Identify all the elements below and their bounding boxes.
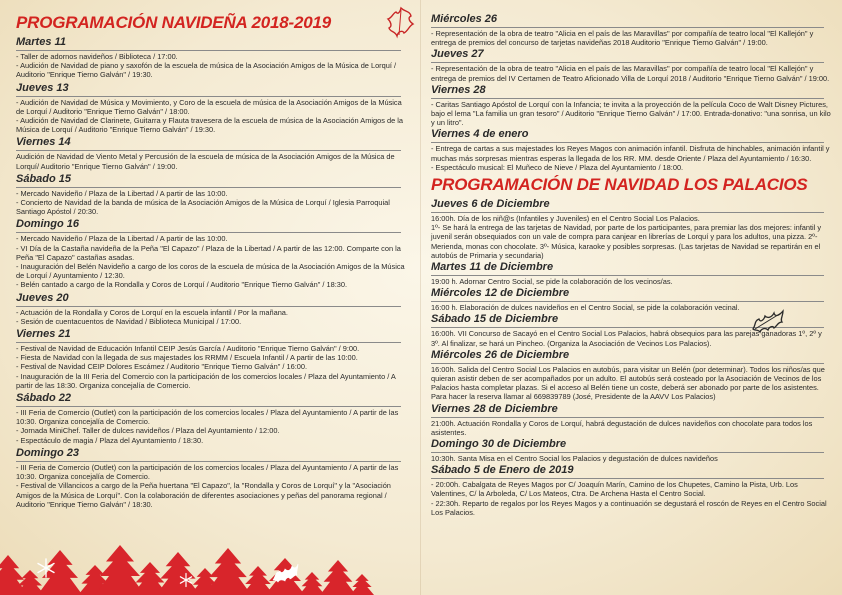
event-item: - Inauguración de la III Feria del Comercio con la participación de los comercios locales / Plaza del Ayuntamiento / A partir de las 18:30. Organiza concejalía de Comercio. <box>16 371 396 390</box>
event-item: - III Feria de Comercio (Outlet) con la participación de los comercios locales / Plaza del Ayuntamiento / A partir de las 10:30. Organiza concejalía de Comercio. <box>16 408 399 427</box>
day-block <box>431 84 832 128</box>
snowflake-icon <box>35 557 57 579</box>
day-heading: Sábado 15 de Diciembre <box>431 313 559 326</box>
day-heading: Sábado 15 <box>16 172 72 185</box>
day-heading: Martes 11 de Diciembre <box>431 261 554 274</box>
event-item: - Audición de Navidad de Clarinete, Guitarra y Flauta travesera de la escuela de música de la Asociación Amigos de la Música de Lorquí / Auditorio "Enrique Tierno Galván" / 19:30. <box>16 116 403 135</box>
heading-rule <box>16 96 401 97</box>
heading-rule <box>16 50 401 51</box>
event-item: - Jornada MiniChef. Taller de dulces navideños / Plaza del Ayuntamiento / 12:00. <box>16 426 280 436</box>
day-block <box>16 392 409 445</box>
heading-rule <box>431 98 824 99</box>
event-item: - Audición de Navidad de piano y saxofón de la escuela de música de la Asociación Amigos de la Música de Lorquí / Auditorio "Enrique Tierno Galván" / 19:30. <box>16 61 397 80</box>
right-column <box>421 0 842 595</box>
day-heading: Domingo 30 de Diciembre <box>431 438 567 451</box>
event-item: - Festival de Navidad de Educación Infantil CEIP Jesús García / Auditorio "Enrique Tierno Galván" / 9:00. <box>16 344 360 354</box>
day-block <box>16 36 409 80</box>
left-day-list <box>16 36 409 509</box>
event-item: - Espectáculo musical: El Muñeco de Nieve / Plaza del Ayuntamiento / 18:00. <box>431 162 684 172</box>
day-block <box>16 173 409 217</box>
day-heading: Miércoles 26 de Diciembre <box>431 348 570 361</box>
heading-rule <box>431 301 824 302</box>
event-item: - Festival de Navidad CEIP Dolores Escámez / Auditorio "Enrique Tierno Galván" / 16:00. <box>16 362 308 372</box>
day-block <box>16 447 409 509</box>
event-item: - III Feria de Comercio (Outlet) con la participación de los comercios locales / Plaza del Ayuntamiento / A partir de las 10:30. Organiza concejalía de Comercio. <box>16 462 399 482</box>
event-item: - Belén cantado a cargo de la Rondalla y Coros de Lorquí / Auditorio "Enrique Tierno Galván" / 18:30. <box>16 280 348 290</box>
heading-rule <box>431 452 824 453</box>
heading-rule <box>16 232 401 233</box>
event-item: - 22:30h. Reparto de regalos por los Reyes Magos y a continuación se degustará el roscón de Reyes en el Centro Social Los Palacios. <box>431 498 827 517</box>
event-item: - Entrega de cartas a sus majestades los Reyes Magos con animación infantil. Disfruta de hinchables, animación infantil y muchas más sorpresas mientras esperas la llegada de los RR. MM. desde Oriente / Plaza del Ayuntamiento / 16:30. <box>431 144 830 163</box>
main-title: PROGRAMACIÓN NAVIDEÑA 2018-2019 <box>16 13 331 32</box>
event-item: 16:00h. VII Concurso de Sacayó en el Centro Social Los Palacios, habrá obsequios para las parejas ganadoras 1º, 2º y 3º. Al finalizar, se hará un Pincheo. (Organiza la Asociación de Vecinos Los Palacios). <box>431 329 822 348</box>
day-block <box>431 13 832 47</box>
event-item: - Inauguración del Belén Navideño a cargo de los coros de la escuela de música de la Asociación Amigos de la Música de Lorquí / Ayuntamiento / 12:30. <box>16 262 405 281</box>
day-heading: Miércoles 12 de Diciembre <box>431 287 570 300</box>
event-item: - Mercado Navideño / Plaza de la Libertad / A partir de las 10:00. <box>16 188 228 198</box>
heading-rule <box>431 142 824 143</box>
event-item: - Mercado Navideño / Plaza de la Libertad / A partir de las 10:00. <box>16 234 228 244</box>
day-heading: Sábado 5 de Enero de 2019 <box>431 464 574 477</box>
day-block <box>16 136 409 170</box>
event-item: - Festival de Villancicos a cargo de la Peña huertana "El Capazo", la "Rondalla y Coros de Lorquí" y la "Asociación Amigos de la Música de Lorquí". Con la colaboración de diferentes asociaciones y peñas del panorama regional / Auditorio "Enrique Tierno Galván" / 18:30. <box>16 481 391 509</box>
snowflake-icon <box>178 572 194 588</box>
los-palacios-title: PROGRAMACIÓN DE NAVIDAD LOS PALACIOS <box>431 175 808 195</box>
day-block <box>431 198 832 260</box>
event-item: - Representación de la obra de teatro "Alicia en el país de las Maravillas" por compañía de teatro local "El Kallejón" y entrega de premios del concurso de tarjetas navideñas 2018 Auditorio "Enrique Tierno Galván" / 19:00. <box>431 29 814 48</box>
day-heading: Viernes 21 <box>16 328 71 341</box>
event-item: - Audición de Navidad de Música y Movimiento, y Coro de la escuela de música de la Asociación Amigos de la Música de Lorquí / Auditorio "Enrique Tierno Galván" / 18:00. <box>16 97 402 116</box>
day-block <box>431 464 832 517</box>
heading-rule <box>16 342 401 343</box>
event-item: - Fiesta de Navidad con la llegada de sus majestades los RRMM / Escuela Infantil / A partir de las 10:00. <box>16 353 358 363</box>
day-heading: Miércoles 26 <box>431 13 498 25</box>
event-item: 16:00h. Día de los niñ@s (Infantiles y Juveniles) en el Centro Social Los Palacios. <box>431 214 700 224</box>
event-item: - Sesión de cuentacuentos de Navidad / Biblioteca Municipal / 17:00. <box>16 316 242 326</box>
day-heading: Viernes 28 de Diciembre <box>431 402 558 415</box>
event-item: - Representación de la obra de teatro "Alicia en el país de las Maravillas" por compañía de teatro local "El Kallejón" y entrega de premios del IV Certamen de Teatro Aficionado Villa de Lorquí 2018 / Auditorio "Enrique Tierno Galván" / 19:00. <box>431 64 830 83</box>
day-heading: Jueves 20 <box>16 291 69 304</box>
event-item: 21:00h. Actuación Rondalla y Coros de Lorquí, habrá degustación de dulces navideños con chocolate para todos los asistentes. <box>431 418 813 437</box>
event-item: Audición de Navidad de Viento Metal y Percusión de la escuela de música de la Asociación Amigos de la Música de Lorquí/ Auditorio "Enrique Tierno Galván" / 19:00. <box>16 152 395 171</box>
day-block <box>16 292 409 326</box>
day-block <box>431 261 832 286</box>
day-block <box>16 218 409 289</box>
holly-leaf-icon <box>386 6 416 40</box>
day-heading: Viernes 28 <box>431 83 486 96</box>
day-block <box>431 403 832 437</box>
event-item: - Concierto de Navidad de la banda de música de la Asociación Amigos de la Música de Lorquí / Iglesia Parroquial Santiago Apóstol / 20:30. <box>16 198 390 217</box>
day-block <box>16 82 409 135</box>
heading-rule <box>431 363 824 364</box>
day-block <box>431 128 832 172</box>
los-palacios-day-list <box>431 198 832 517</box>
event-item: - Caritas Santiago Apóstol de Lorquí con la Infancia; te invita a la proyección de la película Coco de Walt Disney Pictures, bajo el lema "La familia un gran tesoro" / Auditorio "Enrique Tierno Galván" / 17:00. Entrada-donativo: "una sonrisa, un kilo y un litro". <box>431 99 831 128</box>
holly-leaf-icon <box>750 305 786 335</box>
heading-rule <box>431 275 824 276</box>
day-block <box>431 349 832 402</box>
heading-rule <box>16 461 401 462</box>
day-heading: Martes 11 <box>16 36 66 48</box>
day-block <box>431 48 832 82</box>
day-heading: Jueves 27 <box>431 48 484 61</box>
event-item: - VI Día de la Castaña navideña de la Peña "El Capazo" / Plaza de la Libertad / A partir de las 12:00. Comparte con la Peña "El Capazo" castañas asadas. <box>16 243 401 262</box>
day-heading: Domingo 16 <box>16 218 79 231</box>
right-day-list <box>431 13 832 172</box>
day-heading: Sábado 22 <box>16 392 72 405</box>
heading-rule <box>16 406 401 407</box>
event-item: - Taller de adornos navideños / Biblioteca / 17:00. <box>16 52 178 61</box>
event-item: 1º- Se hará la entrega de las tarjetas de Navidad, por parte de los participantes, para premiar las dos mejores: infantil y juvenil serán obsequiados con un vale de compra para canjear en librerías de Lorquí y para los adultos, una pizza. 2º- Merienda, monas con chocolate. 3º- Música, karaoke y posibles sorpresas. (Las tarjetas de Navidad se repartirán en el autobús de Primaria y secundaria) <box>431 223 822 260</box>
day-heading: Jueves 13 <box>16 81 69 94</box>
heading-rule <box>431 212 824 213</box>
event-item: 16:00 h. Elaboración de dulces navideños en el Centro Social, se pide la colaboración vecinal. <box>431 303 740 313</box>
day-heading: Viernes 14 <box>16 136 71 149</box>
heading-rule <box>431 27 824 28</box>
day-block <box>431 438 832 463</box>
event-item: 19:00 h. Adornar Centro Social, se pide la colaboración de los vecinos/as. <box>431 277 673 287</box>
heading-rule <box>16 306 401 307</box>
heading-rule <box>431 478 824 479</box>
day-heading: Jueves 6 de Diciembre <box>431 198 550 211</box>
event-item: 16:00h. Salida del Centro Social Los Palacios en autobús, para visitar un Belén (por determinar). Todos los niños/as que quieran asistir deben de ser acompañados por un adulto. El autobús será costeado por la Asociación de Vecinos de los Palacios hasta completar plazas. Si el acceso al Belén tiene un coste, deberá ser abonado por parte de los asistentes. <box>431 364 825 393</box>
heading-rule <box>16 150 401 151</box>
event-item: - 20:00h. Cabalgata de Reyes Magos por C/ Joaquín Marín, Camino de los Chupetes, Camino la Pista, Urb. Los Valentines, C/ la Arboleda, C/ Los Mateos, Ctra. De Archena Hasta el Centro Social. <box>431 480 798 499</box>
event-item: Para hacer la reserva llamar al 669839789 (José, Presidente de la AAVV Los Palacios) <box>431 392 716 402</box>
day-heading: Domingo 23 <box>16 446 79 459</box>
day-block <box>16 328 409 390</box>
event-item: - Espectáculo de magia / Plaza del Ayuntamiento / 18:30. <box>16 435 204 445</box>
event-item: - Actuación de la Rondalla y Coros de Lorquí en la escuela infantil / Por la mañana. <box>16 307 288 317</box>
holly-leaf-icon <box>270 560 300 584</box>
heading-rule <box>16 187 401 188</box>
day-heading: Viernes 4 de enero <box>431 128 529 141</box>
heading-rule <box>431 417 824 418</box>
event-item: 10:30h. Santa Misa en el Centro Social los Palacios y degustación de dulces navideños <box>431 454 718 464</box>
heading-rule <box>431 62 824 63</box>
